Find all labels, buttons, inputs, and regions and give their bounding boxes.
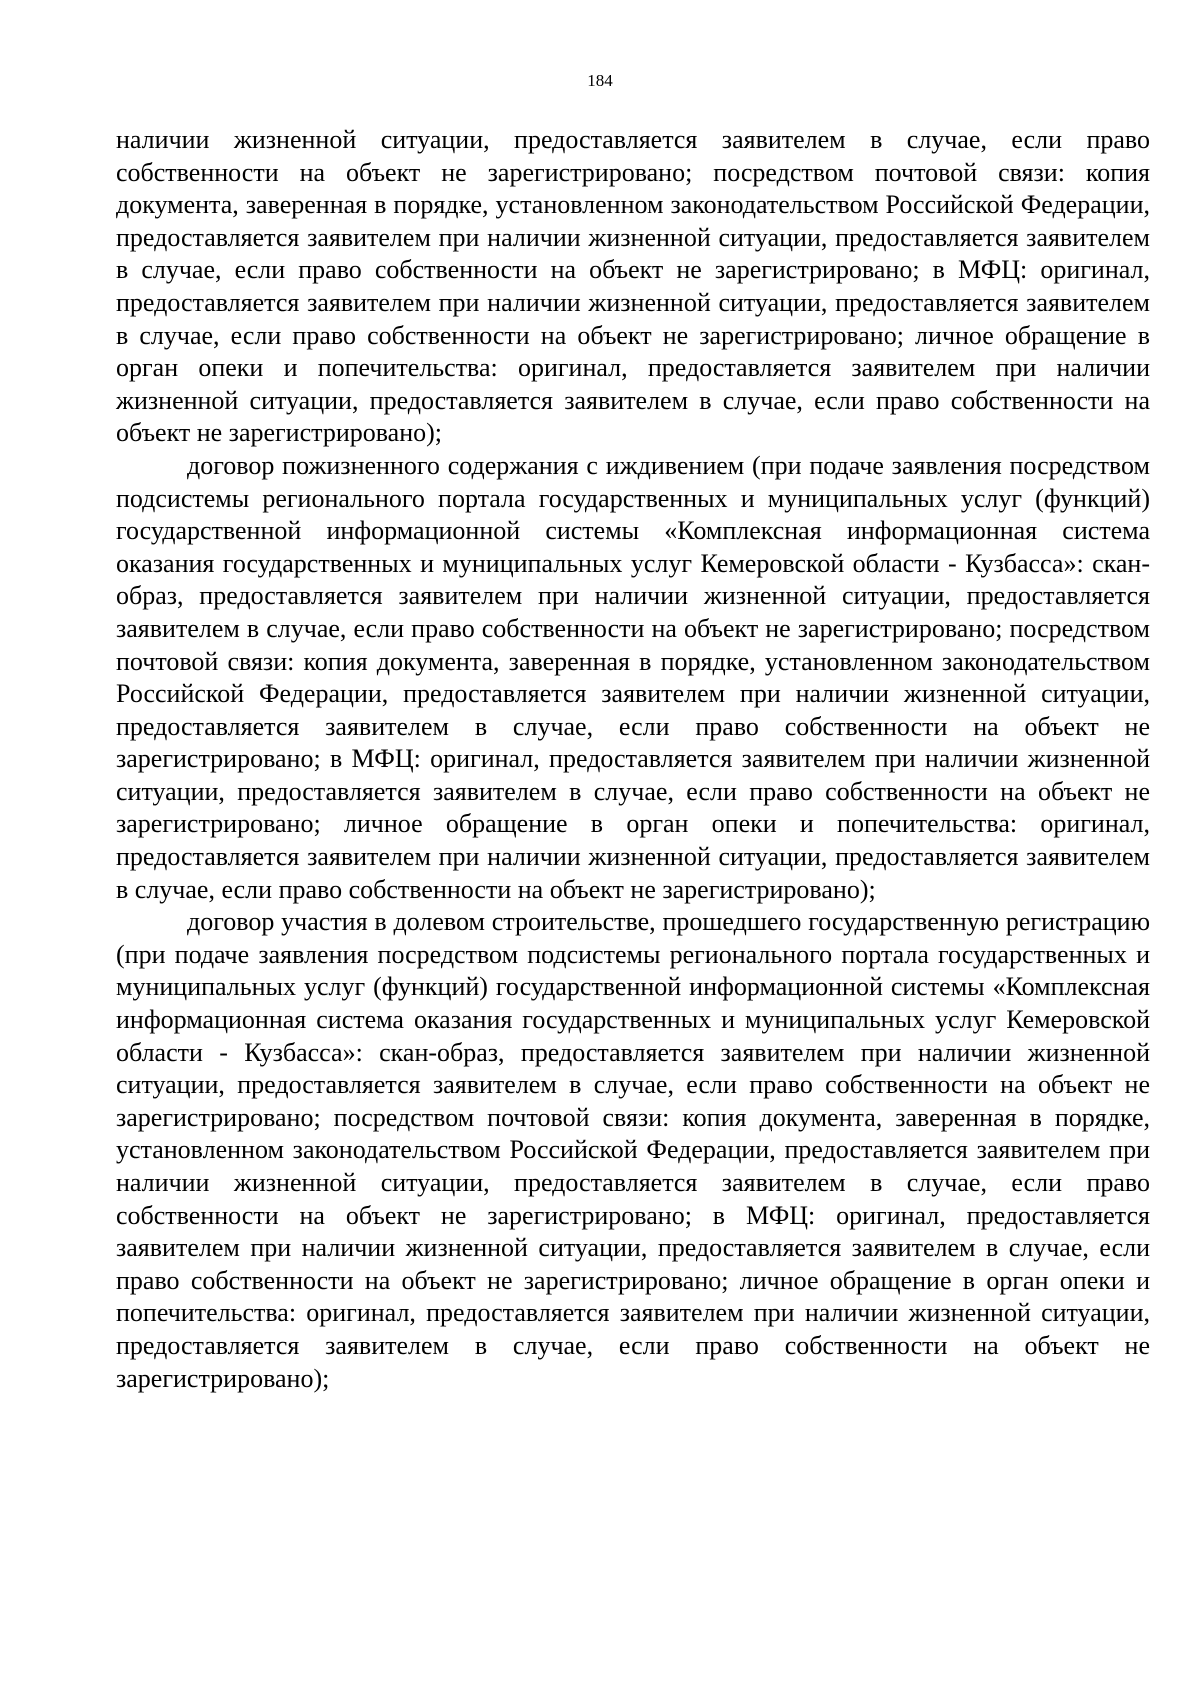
document-body — [116, 124, 1150, 1395]
paragraph: договор пожизненного содержания с иждивением (при подаче заявления посредством подсистемы регионального портала государственных и муниципальных услуг (функций) государственной информационной системы «Комплексная информационная система оказания государственных и муниципальных услуг Кемеровской области - Кузбасса»: скан-образ, предоставляется заявителем при наличии жизненной ситуации, предоставляется заявителем в случае, если право собственности на объект не зарегистрировано; посредством почтовой связи: копия документа, заверенная в порядке, установленном законодательством Российской Федерации, предоставляется заявителем при наличии жизненной ситуации, предоставляется заявителем в случае, если право собственности на объект не зарегистрировано; в МФЦ: оригинал, предоставляется заявителем при наличии жизненной ситуации, предоставляется заявителем в случае, если право собственности на объект не зарегистрировано; личное обращение в орган опеки и попечительства: оригинал, предоставляется заявителем при наличии жизненной ситуации, предоставляется заявителем в случае, если право собственности на объект не зарегистрировано); — [116, 450, 1150, 904]
paragraph: наличии жизненной ситуации, предоставляется заявителем в случае, если право собственности на объект не зарегистрировано; посредством почтовой связи: копия документа, заверенная в порядке, установленном законодательством Российской Федерации, предоставляется заявителем при наличии жизненной ситуации, предоставляется заявителем в случае, если право собственности на объект не зарегистрировано; в МФЦ: оригинал, предоставляется заявителем при наличии жизненной ситуации, предоставляется заявителем в случае, если право собственности на объект не зарегистрировано; личное обращение в орган опеки и попечительства: оригинал, предоставляется заявителем при наличии жизненной ситуации, предоставляется заявителем в случае, если право собственности на объект не зарегистрировано); — [116, 125, 1150, 448]
paragraph: договор участия в долевом строительстве, прошедшего государственную регистрацию (при подаче заявления посредством подсистемы регионального портала государственных и муниципальных услуг (функций) государственной информационной системы «Комплексная информационная система оказания государственных и муниципальных услуг Кемеровской области - Кузбасса»: скан-образ, предоставляется заявителем при наличии жизненной ситуации, предоставляется заявителем в случае, если право собственности на объект не зарегистрировано; посредством почтовой связи: копия документа, заверенная в порядке, установленном законодательством Российской Федерации, предоставляется заявителем при наличии жизненной ситуации, предоставляется заявителем в случае, если право собственности на объект не зарегистрировано; в МФЦ: оригинал, предоставляется заявителем при наличии жизненной ситуации, предоставляется заявителем в случае, если право собственности на объект не зарегистрировано; личное обращение в орган опеки и попечительства: оригинал, предоставляется заявителем при наличии жизненной ситуации, предоставляется заявителем в случае, если право собственности на объект не зарегистрировано); — [116, 907, 1150, 1393]
page-number: 184 — [587, 71, 613, 90]
